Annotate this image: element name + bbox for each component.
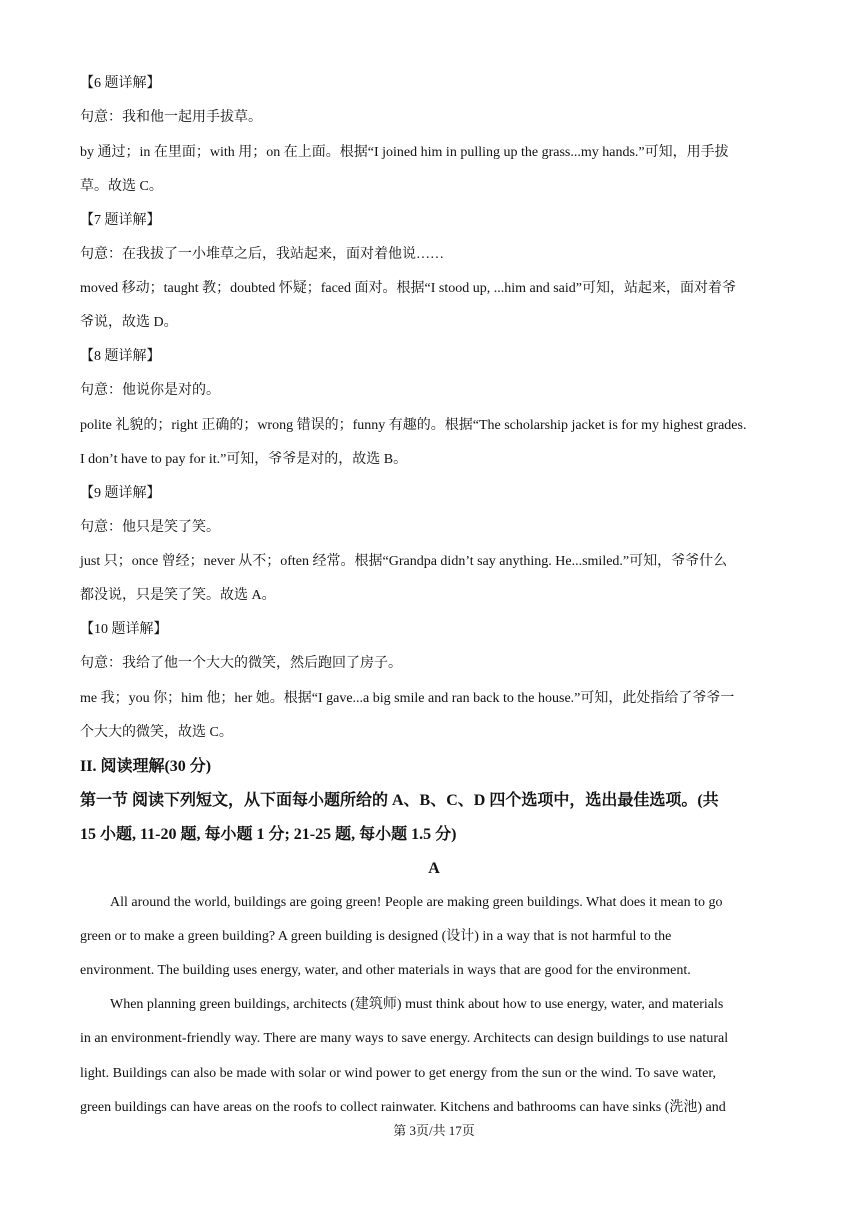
passage-title: A <box>428 860 440 877</box>
passage-line: light. Buildings can also be made with solar or wind power to get energy from the sun or the wind. To save water, <box>80 1066 716 1081</box>
q7-heading: 【7 题详解】 <box>80 213 161 228</box>
q7-meaning: 句意：在我拔了一小堆草之后，我站起来，面对着他说…… <box>80 247 444 262</box>
q8-explanation-line-1: polite 礼貌的；right 正确的；wrong 错误的；funny 有趣的。根据“The scholarship jacket is for my highest grades. <box>80 418 747 433</box>
q7-explanation-line-1: moved 移动；taught 教；doubted 怀疑；faced 面对。根据“I stood up, ...him and said”可知，站起来，面对着爷 <box>80 281 736 296</box>
passage-line: All around the world, buildings are going green! People are making green buildings. What does it mean to go <box>110 895 723 910</box>
q10-meaning: 句意：我给了他一个大大的微笑，然后跑回了房子。 <box>80 656 402 671</box>
q6-explanation-line-2: 草。故选 C。 <box>80 179 163 194</box>
q8-heading: 【8 题详解】 <box>80 349 161 364</box>
q9-meaning: 句意：他只是笑了笑。 <box>80 520 220 535</box>
passage-line: green or to make a green building? A green building is designed (设计) in a way that is not harmful to the <box>80 929 672 944</box>
passage-line: in an environment-friendly way. There are many ways to save energy. Architects can design buildings to use natural <box>80 1031 729 1046</box>
q6-heading: 【6 题详解】 <box>80 76 161 91</box>
q8-explanation-line-2: I don’t have to pay for it.”可知，爷爷是对的，故选 B。 <box>80 452 408 467</box>
q6-meaning: 句意：我和他一起用手拔草。 <box>80 110 262 125</box>
q7-explanation-line-2: 爷说，故选 D。 <box>80 315 178 330</box>
section-instruction-line-1: 第一节 阅读下列短文，从下面每小题所给的 A、B、C、D 四个选项中，选出最佳选项。(共 <box>80 792 719 809</box>
q9-heading: 【9 题详解】 <box>80 486 161 501</box>
section-heading: II. 阅读理解(30 分) <box>80 758 212 775</box>
q10-heading: 【10 题详解】 <box>80 622 168 637</box>
section-instruction-line-2: 15 小题, 11-20 题, 每小题 1 分; 21-25 题, 每小题 1.5 分) <box>80 826 457 843</box>
passage-line: green buildings can have areas on the roofs to collect rainwater. Kitchens and bathrooms can have sinks (洗池) and <box>80 1100 726 1115</box>
q10-explanation-line-2: 个大大的微笑，故选 C。 <box>80 725 233 740</box>
passage-line: When planning green buildings, architects (建筑师) must think about how to use energy, water, and materials <box>110 997 724 1012</box>
page-number: 第 3页/共 17页 <box>393 1123 475 1138</box>
q10-explanation-line-1: me 我；you 你；him 他；her 她。根据“I gave...a big smile and ran back to the house.”可知，此处指给了爷爷一 <box>80 691 735 706</box>
q9-explanation-line-1: just 只；once 曾经；never 从不；often 经常。根据“Grandpa didn’t say anything. He...smiled.”可知，爷爷什么 <box>80 554 728 569</box>
q6-explanation-line-1: by 通过；in 在里面；with 用；on 在上面。根据“I joined him in pulling up the grass...my hands.”可知，用手拔 <box>80 145 729 160</box>
passage-line: environment. The building uses energy, water, and other materials in ways that are good for the environment. <box>80 963 691 978</box>
q8-meaning: 句意：他说你是对的。 <box>80 383 220 398</box>
q9-explanation-line-2: 都没说，只是笑了笑。故选 A。 <box>80 588 276 603</box>
